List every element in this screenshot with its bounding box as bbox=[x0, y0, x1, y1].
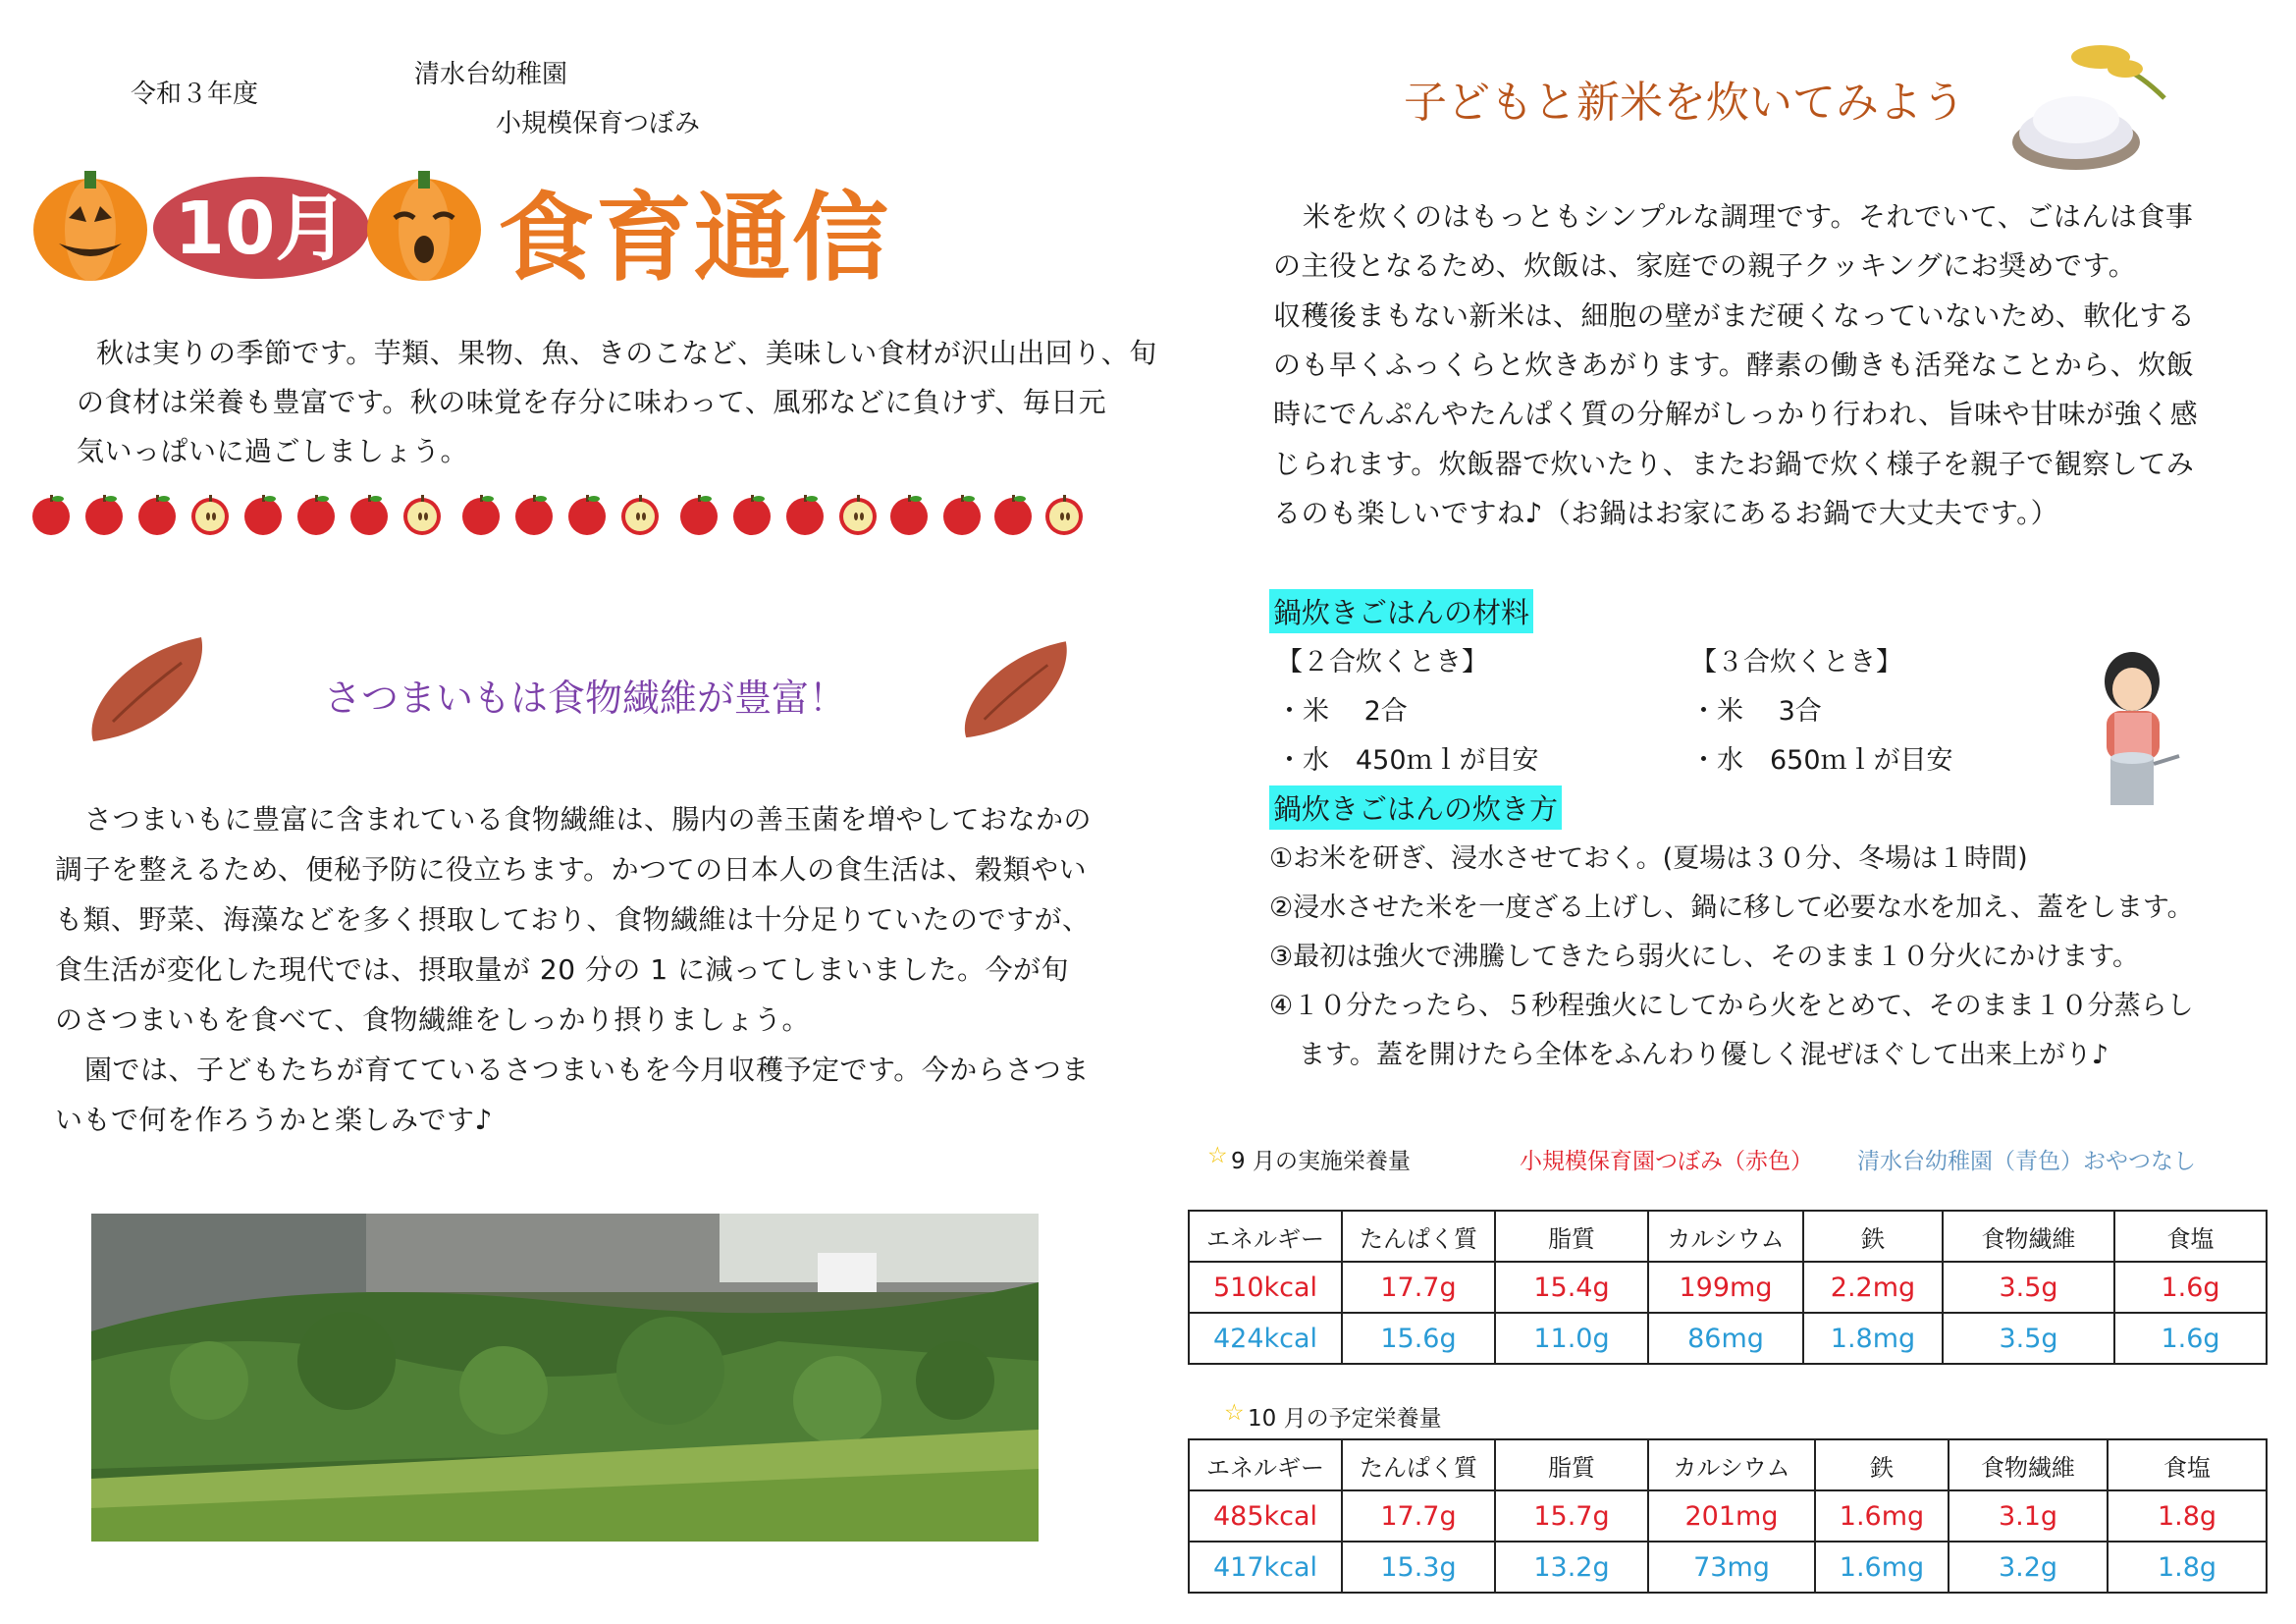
table-header-row bbox=[1189, 1439, 2267, 1490]
apple-icon bbox=[783, 493, 827, 536]
apple-icon bbox=[940, 493, 984, 536]
two-cup-header: 【２合炊くとき】 bbox=[1276, 647, 1488, 677]
header-cell: エネルギー bbox=[1189, 1211, 1342, 1262]
header-cell: 食物繊維 bbox=[1943, 1211, 2114, 1262]
apple-icon bbox=[241, 493, 285, 536]
cut-apple-icon bbox=[400, 493, 444, 536]
sweet-potato-field-photo bbox=[91, 1214, 1039, 1542]
two-cup-rice: ・米 2合 bbox=[1276, 696, 1408, 727]
table-cell: 485kcal bbox=[1189, 1490, 1342, 1542]
sweet-potato-icon bbox=[83, 633, 211, 751]
pumpkin-icon bbox=[367, 171, 481, 281]
table-cell: 199mg bbox=[1648, 1262, 1803, 1313]
sweet-potato-heading: さつまいもは食物繊維が豊富！ bbox=[324, 677, 847, 720]
apple-icon bbox=[512, 493, 556, 536]
sweet-potato-line: 園では、子どもたちが育てているさつまいもを今月収穫予定です。今からさつま bbox=[84, 1054, 1090, 1086]
sept-nutrition-table bbox=[1188, 1210, 2268, 1365]
rice-bowl-icon bbox=[2007, 39, 2179, 177]
intro-line: の食材は栄養も豊富です。秋の味覚を存分に味わって、風邪などに負けず、毎日元 bbox=[77, 386, 1107, 418]
apple-icon bbox=[459, 493, 503, 536]
table-cell: 1.6mg bbox=[1815, 1542, 1949, 1593]
method-step: ④１０分たったら、５秒程強火にしてから火をとめて、そのまま１０分蒸らし bbox=[1269, 991, 2194, 1021]
oct-nutrition-table bbox=[1188, 1438, 2268, 1594]
sept-caption: 9 月の実施栄養量 bbox=[1231, 1149, 1411, 1174]
header-cell: たんぱく質 bbox=[1342, 1211, 1495, 1262]
table-header-row bbox=[1189, 1211, 2267, 1262]
oct-caption: 10 月の予定栄養量 bbox=[1248, 1406, 1442, 1432]
sweet-potato-line: いもで何を作ろうかと楽しみです♪ bbox=[55, 1104, 493, 1136]
rice-line: の主役となるため、炊飯は、家庭での親子クッキングにお奨めです。 bbox=[1273, 249, 2137, 282]
table-cell: 15.3g bbox=[1342, 1542, 1495, 1593]
apple-icon bbox=[677, 493, 721, 536]
table-cell: 2.2mg bbox=[1803, 1262, 1943, 1313]
table-cell: 17.7g bbox=[1342, 1490, 1495, 1542]
table-cell: 73mg bbox=[1648, 1542, 1815, 1593]
method-step: ます。蓋を開けたら全体をふんわり優しく混ぜほぐして出来上がり♪ bbox=[1299, 1040, 2109, 1070]
table-cell: 1.6g bbox=[2114, 1262, 2267, 1313]
table-cell: 3.5g bbox=[1943, 1313, 2114, 1364]
sweet-potato-line: 食生活が変化した現代では、摂取量が 20 分の 1 に減ってしまいました。今が旬 bbox=[55, 953, 1070, 986]
cut-apple-icon bbox=[618, 493, 662, 536]
rice-line: るのも楽しいですね♪（お鍋はお家にあるお鍋で大丈夫です。） bbox=[1273, 497, 2059, 529]
rice-line: のも早くふっくらと炊きあがります。酵素の働きも活発なことから、炊飯 bbox=[1273, 349, 2195, 381]
table-cell: 3.2g bbox=[1949, 1542, 2108, 1593]
table-row bbox=[1189, 1262, 2267, 1313]
apple-icon bbox=[135, 493, 179, 536]
method-title: 鍋炊きごはんの炊き方 bbox=[1269, 785, 1562, 830]
header-cell: 脂質 bbox=[1495, 1439, 1648, 1490]
apple-icon bbox=[565, 493, 609, 536]
sweet-potato-line: のさつまいもを食べて、食物繊維をしっかり摂りましょう。 bbox=[55, 1003, 810, 1036]
table-row bbox=[1189, 1313, 2267, 1364]
header-cell: カルシウム bbox=[1648, 1439, 1815, 1490]
table-cell: 1.8mg bbox=[1803, 1313, 1943, 1364]
intro-line: 気いっぱいに過ごしましょう。 bbox=[77, 435, 469, 467]
header-cell: 脂質 bbox=[1495, 1211, 1648, 1262]
table-cell: 15.7g bbox=[1495, 1490, 1648, 1542]
school-name: 清水台幼稚園 bbox=[414, 60, 568, 89]
child-cooking-icon bbox=[2091, 648, 2189, 815]
table-cell: 424kcal bbox=[1189, 1313, 1342, 1364]
table-cell: 1.8g bbox=[2108, 1542, 2267, 1593]
table-row bbox=[1189, 1542, 2267, 1593]
rice-line: 収穫後まもない新米は、細胞の壁がまだ硬くなっていないため、軟化する bbox=[1273, 299, 2196, 332]
table-cell: 201mg bbox=[1648, 1490, 1815, 1542]
three-cup-rice: ・米 3合 bbox=[1690, 696, 1822, 727]
table-cell: 3.5g bbox=[1943, 1262, 2114, 1313]
nursery-name: 小規模保育つぼみ bbox=[496, 109, 701, 138]
legend-blue: 清水台幼稚園（青色）おやつなし bbox=[1857, 1149, 2196, 1174]
header-cell: エネルギー bbox=[1189, 1439, 1342, 1490]
table-cell: 15.4g bbox=[1495, 1262, 1648, 1313]
table-cell: 510kcal bbox=[1189, 1262, 1342, 1313]
sweet-potato-icon bbox=[957, 633, 1075, 751]
apple-icon bbox=[887, 493, 931, 536]
table-cell: 3.1g bbox=[1949, 1490, 2108, 1542]
table-cell: 1.8g bbox=[2108, 1490, 2267, 1542]
apple-icon bbox=[991, 493, 1035, 536]
sweet-potato-line: さつまいもに豊富に含まれている食物繊維は、腸内の善玉菌を増やしておなかの bbox=[84, 803, 1093, 836]
cut-apple-icon bbox=[836, 493, 880, 536]
table-cell: 86mg bbox=[1648, 1313, 1803, 1364]
rice-line: じられます。炊飯器で炊いたり、またお鍋で炊く様子を親子で観察してみ bbox=[1273, 448, 2195, 480]
apple-icon bbox=[294, 493, 338, 536]
table-cell: 13.2g bbox=[1495, 1542, 1648, 1593]
header-cell: たんぱく質 bbox=[1342, 1439, 1495, 1490]
star-icon: ☆ bbox=[1224, 1400, 1245, 1426]
table-cell: 1.6g bbox=[2114, 1313, 2267, 1364]
page-title: 食育通信 bbox=[498, 183, 891, 295]
intro-line: 秋は実りの季節です。芋類、果物、魚、きのこなど、美味しい食材が沢山出回り、旬 bbox=[96, 337, 1157, 369]
table-row bbox=[1189, 1490, 2267, 1542]
apple-icon bbox=[730, 493, 774, 536]
table-cell: 1.6mg bbox=[1815, 1490, 1949, 1542]
ingredients-title: 鍋炊きごはんの材料 bbox=[1269, 589, 1533, 633]
apple-icon bbox=[347, 493, 391, 536]
legend-red: 小規模保育園つぼみ（赤色） bbox=[1520, 1149, 1813, 1174]
three-cup-header: 【３合炊くとき】 bbox=[1690, 647, 1902, 677]
star-icon: ☆ bbox=[1207, 1143, 1228, 1168]
apple-icon bbox=[82, 493, 126, 536]
header-cell: カルシウム bbox=[1648, 1211, 1803, 1262]
year-label: 令和３年度 bbox=[131, 80, 259, 109]
header-cell: 鉄 bbox=[1803, 1211, 1943, 1262]
method-step: ②浸水させた米を一度ざる上げし、鍋に移して必要な水を加え、蓋をします。 bbox=[1269, 893, 2194, 923]
header-cell: 食物繊維 bbox=[1949, 1439, 2108, 1490]
rice-line: 米を炊くのはもっともシンプルな調理です。それでいて、ごはんは食事 bbox=[1303, 200, 2194, 233]
header-cell: 食塩 bbox=[2114, 1211, 2267, 1262]
rice-heading: 子どもと新米を炊いてみよう bbox=[1404, 78, 1965, 128]
header-cell: 食塩 bbox=[2108, 1439, 2267, 1490]
cut-apple-icon bbox=[1042, 493, 1086, 536]
header-cell: 鉄 bbox=[1815, 1439, 1949, 1490]
method-step: ③最初は強火で沸騰してきたら弱火にし、そのまま１０分火にかけます。 bbox=[1269, 942, 2140, 972]
sweet-potato-line: 調子を整えるため、便秘予防に役立ちます。かつての日本人の食生活は、穀類やい bbox=[55, 853, 1088, 886]
month-label: 10月 bbox=[174, 187, 348, 271]
two-cup-water: ・水 450ｍｌが目安 bbox=[1276, 745, 1539, 776]
pumpkin-icon bbox=[33, 171, 147, 281]
apple-icon bbox=[29, 493, 73, 536]
cut-apple-icon bbox=[188, 493, 232, 536]
rice-line: 時にでんぷんやたんぱく質の分解がしっかり行われ、旨味や甘味が強く感 bbox=[1273, 398, 2199, 430]
three-cup-water: ・水 650ｍｌが目安 bbox=[1690, 745, 1953, 776]
table-cell: 11.0g bbox=[1495, 1313, 1648, 1364]
table-cell: 15.6g bbox=[1342, 1313, 1495, 1364]
sweet-potato-line: も類、野菜、海藻などを多く摂取しており、食物繊維は十分足りていたのですが、 bbox=[55, 903, 1091, 936]
table-cell: 417kcal bbox=[1189, 1542, 1342, 1593]
table-cell: 17.7g bbox=[1342, 1262, 1495, 1313]
method-step: ①お米を研ぎ、浸水させておく。(夏場は３０分、冬場は１時間) bbox=[1269, 843, 2028, 874]
